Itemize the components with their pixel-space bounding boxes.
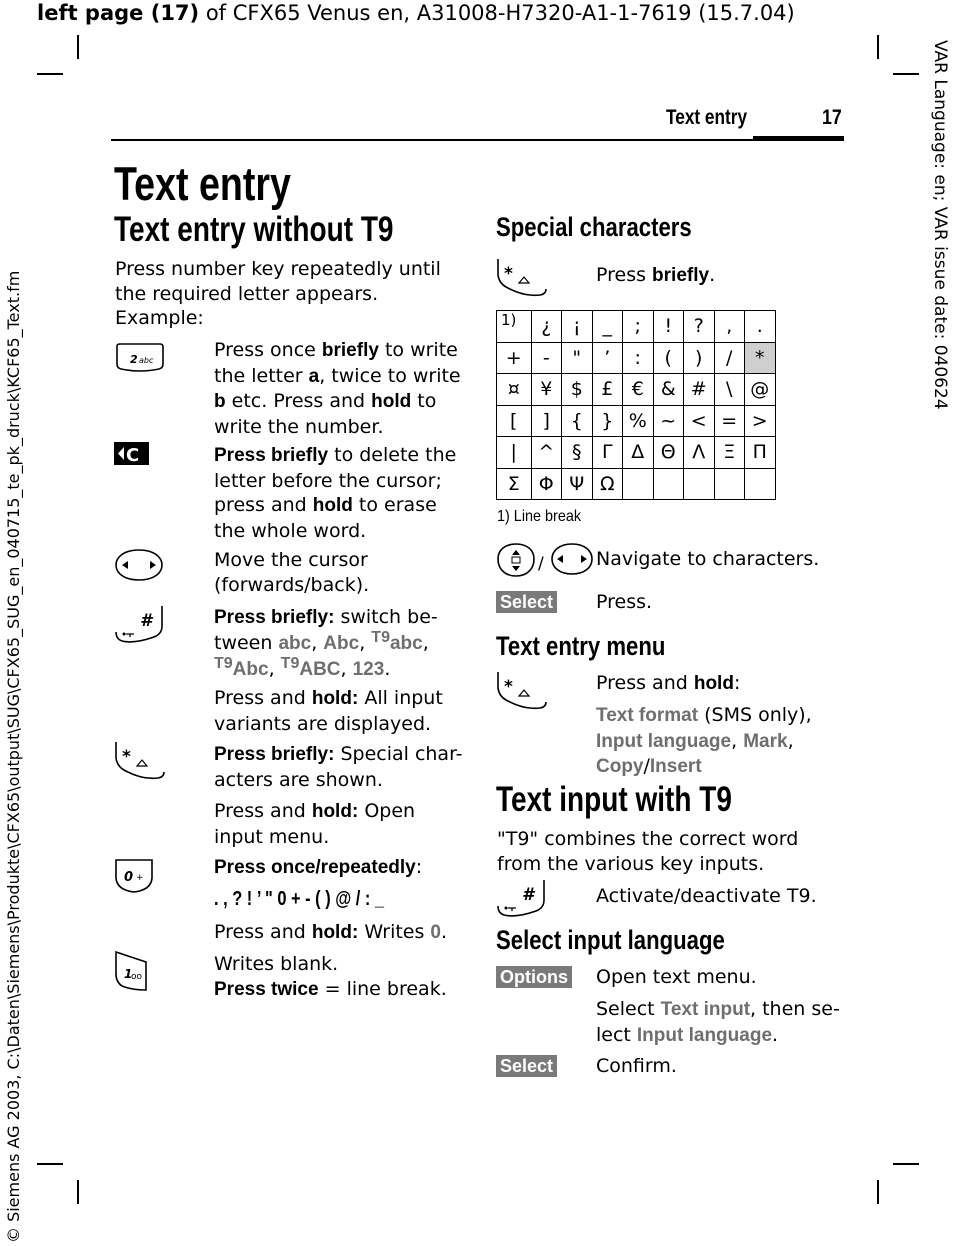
svg-text:+: + [136, 873, 144, 883]
char-cell: < [684, 405, 715, 437]
char-cell: ! [653, 311, 684, 343]
char-cell: - [531, 342, 562, 374]
char-cell: " [562, 342, 593, 374]
side-text-left: © Siemens AG 2003, C:\Daten\Siemens\Produkte\CFX65\output\SUG\CFX65_SUG_en_040715_te_pk_druck\KCF65_Text.fm [4, 270, 23, 1243]
char-cell: + [497, 342, 532, 374]
zero-key-chars: . , ? ! ’ " 0 + - ( ) @ / : _ [214, 888, 385, 910]
char-cell: * [745, 342, 776, 374]
char-cell: } [592, 405, 623, 437]
key-2-description: Press once briefly to write the letter a, twice to write b etc. Press and hold to write the number. [214, 339, 461, 438]
char-cell: ) [684, 342, 715, 374]
char-cell: Ω [592, 468, 623, 500]
menu-options: Text format (SMS only), Input language, Mark, Copy/Insert [596, 704, 812, 777]
char-cell: Σ [497, 468, 532, 500]
char-cell: § [562, 437, 593, 469]
char-cell [745, 468, 776, 500]
char-cell: Γ [592, 437, 623, 469]
char-cell: ¡ [562, 311, 593, 343]
crop-mark [77, 35, 79, 59]
zero-key-hold: Press and hold: Writes 0. [214, 921, 448, 943]
clear-key-icon [114, 442, 150, 466]
char-cell: Λ [684, 437, 715, 469]
clear-key-description: Press briefly to delete the letter before the cursor; press and hold to erase the whole word. [214, 444, 457, 542]
char-cell: | [497, 437, 532, 469]
one-key-description: Writes blank. Press twice = line break. [214, 953, 447, 1000]
star-key-icon [496, 670, 548, 710]
svg-text:2: 2 [130, 353, 138, 366]
table-row [497, 468, 776, 500]
table-row [497, 374, 776, 406]
char-cell: Π [745, 437, 776, 469]
crop-mark [877, 1180, 879, 1204]
menu-press-hold: Press and hold: [596, 672, 741, 694]
char-cell: 1) [497, 311, 532, 343]
char-cell: Ψ [562, 468, 593, 500]
char-cell: ] [531, 405, 562, 437]
char-cell: & [653, 374, 684, 406]
table-row [497, 405, 776, 437]
char-cell: @ [745, 374, 776, 406]
char-cell: ? [684, 311, 715, 343]
star-key-description: Press briefly: Special char-acters are shown. [214, 743, 463, 791]
nav-description: Move the cursor (forwards/back). [214, 549, 370, 596]
table-row [497, 437, 776, 469]
table-row [497, 342, 776, 374]
char-cell: Ξ [714, 437, 745, 469]
one-key-icon [114, 950, 150, 992]
running-head-page: 17 [822, 106, 842, 129]
svg-text:0: 0 [124, 870, 134, 885]
left-heading: Text entry without T9 [114, 210, 394, 249]
select-softkey[interactable]: Select [496, 591, 557, 613]
select-press-text: Press. [596, 591, 653, 613]
navigate-text: Navigate to characters. [596, 548, 820, 570]
char-cell: / [714, 342, 745, 374]
svg-text:#: # [522, 885, 534, 905]
select-text-input: Select Text input, then se-lect Input language. [596, 998, 840, 1046]
char-cell: . [745, 311, 776, 343]
key-2-icon [114, 342, 166, 372]
char-cell: ¥ [531, 374, 562, 406]
crop-mark [37, 73, 63, 75]
char-cell: ’ [592, 342, 623, 374]
char-cell [714, 468, 745, 500]
crop-mark [877, 35, 879, 59]
svg-text:#: # [140, 611, 152, 631]
char-cell: > [745, 405, 776, 437]
char-cell: \ [714, 374, 745, 406]
hash-key-icon [496, 878, 548, 918]
star-key-icon [496, 257, 548, 297]
running-head-title: Text entry [666, 106, 748, 129]
confirm-softkey[interactable]: Select [496, 1055, 557, 1077]
char-cell: ; [623, 311, 654, 343]
char-cell: ~ [653, 405, 684, 437]
char-cell: % [623, 405, 654, 437]
star-key-hold: Press and hold: Open input menu. [214, 800, 416, 848]
header-rest: of CFX65 Venus en, A31008-H7320-A1-1-7619 (15.7.04) [199, 1, 795, 25]
left-intro: Press number key repeatedly until the required letter appears. Example: [115, 258, 441, 329]
page-title: Text entry [114, 157, 291, 210]
char-cell: Δ [623, 437, 654, 469]
char-cell: _ [592, 311, 623, 343]
char-cell: ^ [531, 437, 562, 469]
nav-left-right-icon [550, 542, 594, 576]
header-rule-thick [753, 136, 844, 141]
star-key-icon [114, 740, 166, 780]
header-rule [111, 139, 844, 141]
char-cell: ( [653, 342, 684, 374]
char-cell: € [623, 374, 654, 406]
char-cell [623, 468, 654, 500]
t9-hash-text: Activate/deactivate T9. [596, 885, 817, 907]
svg-text:abc: abc [139, 356, 154, 365]
char-cell: { [562, 405, 593, 437]
options-softkey[interactable]: Options [496, 966, 572, 988]
side-text-right: VAR Language: en; VAR issue date: 040624 [930, 40, 950, 410]
svg-text:C: C [126, 445, 140, 466]
zero-key-icon [114, 858, 154, 894]
special-characters-heading: Special characters [496, 212, 692, 242]
zero-key-description: Press once/repeatedly: [214, 856, 423, 878]
star-press-briefly: Press briefly. [596, 264, 716, 286]
crop-mark [893, 1163, 919, 1165]
crop-mark [37, 1163, 63, 1165]
crop-mark [77, 1180, 79, 1204]
nav-up-down-icon [496, 542, 536, 578]
header-line [37, 0, 795, 26]
char-cell: = [714, 405, 745, 437]
t9-intro: "T9" combines the correct word from the various key inputs. [497, 828, 799, 875]
char-cell [653, 468, 684, 500]
hash-key-icon [114, 604, 166, 644]
svg-text:*: * [122, 747, 131, 767]
special-characters-table [496, 310, 776, 500]
svg-text:oo: oo [131, 972, 143, 982]
char-cell: ¤ [497, 374, 532, 406]
char-cell: ¿ [531, 311, 562, 343]
footnote: 1) Line break [497, 508, 582, 525]
crop-mark [893, 73, 919, 75]
header-bold: left page (17) [37, 1, 200, 25]
char-cell: : [623, 342, 654, 374]
char-cell: Φ [531, 468, 562, 500]
confirm-text: Confirm. [596, 1055, 677, 1077]
char-cell: $ [562, 374, 593, 406]
text-entry-menu-heading: Text entry menu [496, 631, 666, 661]
svg-text:*: * [504, 264, 513, 284]
char-cell: # [684, 374, 715, 406]
hash-key-hold: Press and hold: All input variants are displayed. [214, 687, 443, 735]
options-text: Open text menu. [596, 966, 757, 988]
t9-heading: Text input with T9 [496, 780, 732, 819]
svg-text:*: * [504, 677, 513, 697]
select-input-language-heading: Select input language [496, 925, 725, 955]
table-row [497, 311, 776, 343]
svg-text:1: 1 [124, 967, 133, 981]
char-cell: [ [497, 405, 532, 437]
char-cell: , [714, 311, 745, 343]
hash-key-description: Press briefly: switch be-tween abc, Abc, $^{T9}$abc, $^{T9}$Abc, $^{T9}$ABC, 123. [214, 606, 438, 680]
char-cell: Θ [653, 437, 684, 469]
nav-left-right-icon [114, 548, 164, 582]
char-cell: £ [592, 374, 623, 406]
char-cell [684, 468, 715, 500]
nav-separator: / [538, 554, 544, 574]
